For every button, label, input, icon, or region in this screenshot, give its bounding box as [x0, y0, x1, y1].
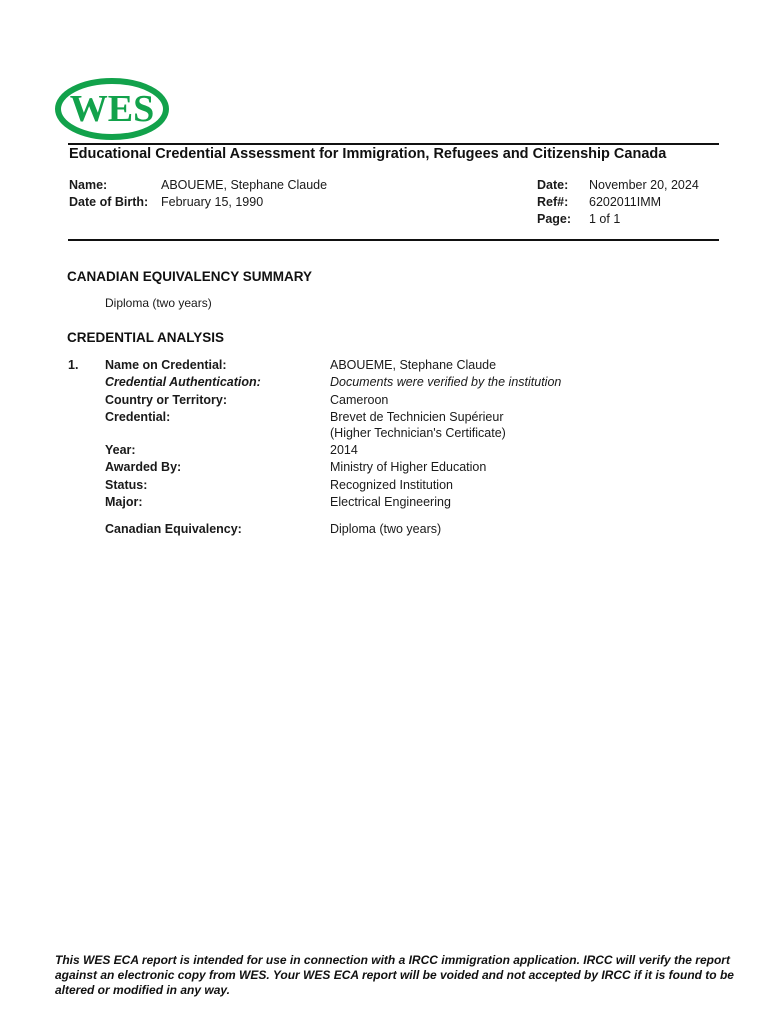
row-value-line2: (Higher Technician's Certificate)	[330, 426, 506, 440]
date-value: November 20, 2024	[589, 178, 699, 192]
analysis-heading: CREDENTIAL ANALYSIS	[67, 330, 225, 345]
name-label: Name:	[69, 178, 108, 192]
row-label: Major:	[105, 495, 143, 509]
row-value: Electrical Engineering	[330, 495, 451, 509]
ref-value: 6202011IMM	[589, 195, 662, 209]
header-bottom-rule	[68, 239, 719, 241]
row-label: Country or Territory:	[105, 393, 227, 407]
date-label: Date:	[537, 178, 569, 192]
row-label: Credential Authentication:	[105, 375, 261, 389]
row-value: Ministry of Higher Education	[330, 460, 487, 474]
ref-label: Ref#:	[537, 195, 569, 209]
row-label: Status:	[105, 478, 148, 492]
summary-text: Diploma (two years)	[105, 296, 212, 310]
row-label: Year:	[105, 443, 136, 457]
row-label: Canadian Equivalency:	[105, 522, 242, 536]
wes-logo	[54, 77, 170, 141]
header-top-rule	[68, 143, 719, 145]
row-value: Brevet de Technicien Supérieur	[330, 410, 504, 424]
row-label: Credential:	[105, 410, 171, 424]
row-label: Name on Credential:	[105, 358, 227, 372]
row-value: Documents were verified by the institution	[330, 375, 562, 389]
summary-heading: CANADIAN EQUIVALENCY SUMMARY	[67, 269, 313, 284]
logo-text: WES	[69, 88, 155, 130]
dob-label: Date of Birth:	[69, 195, 149, 209]
footer-disclaimer: This WES ECA report is intended for use in connection with a IRCC immigration application. IRCC will verify the report against an electronic copy from WES. Your WES ECA report will be voided and not accepted by IRCC if it is found to be altered or modified in any way.	[55, 953, 734, 997]
row-value: 2014	[330, 443, 358, 457]
row-value: Recognized Institution	[330, 478, 453, 492]
row-value: Cameroon	[330, 393, 389, 407]
page-title: Educational Credential Assessment for Immigration, Refugees and Citizenship Canada	[69, 146, 667, 162]
row-label: Awarded By:	[105, 460, 182, 474]
dob-value: February 15, 1990	[161, 195, 264, 209]
name-value: ABOUEME, Stephane Claude	[161, 178, 328, 192]
page-value: 1 of 1	[589, 212, 621, 226]
row-value: ABOUEME, Stephane Claude	[330, 358, 497, 372]
credential-number: 1.	[68, 358, 79, 372]
page-label: Page:	[537, 212, 572, 226]
row-value: Diploma (two years)	[330, 522, 442, 536]
